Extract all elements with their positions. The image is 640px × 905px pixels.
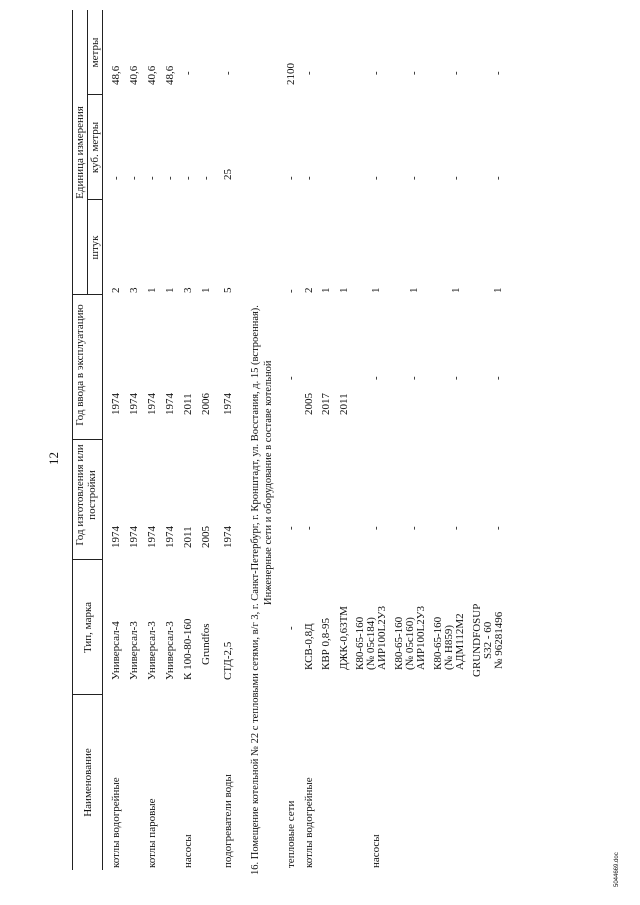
header-meters: метры <box>89 37 101 68</box>
table-cell: 1974 <box>146 526 158 548</box>
table-cell: 1 <box>200 287 212 293</box>
table-cell: 2017 <box>320 393 332 415</box>
table-cell: - <box>408 176 420 180</box>
table-cell: 2005 <box>303 393 315 415</box>
table-cell: 1 <box>338 287 350 293</box>
table-cell: 1974 <box>164 526 176 548</box>
table-cell: котлы паровые <box>146 798 158 868</box>
table-cell: - <box>303 71 315 75</box>
table-cell: - <box>303 526 315 530</box>
table-cell: - <box>285 526 297 530</box>
section-title: 16. Помещение котельной № 22 с тепловыми сетями, в/г 3, г. Санкт-Петербург, г. Кронштадт, ул. Восстания, д. 15 (встроенная). <box>250 305 261 875</box>
table-cell: 1 <box>164 287 176 293</box>
table-cell: Универсал-4 <box>110 621 122 680</box>
table-cell: 2011 <box>182 393 194 415</box>
table-cell: - <box>370 376 382 380</box>
table-cell: 1974 <box>128 526 140 548</box>
table-cell: - <box>408 71 420 75</box>
table-cell: 1974 <box>110 526 122 548</box>
section-subtitle: Инженерные сети и оборудование в составе котельной <box>263 360 274 605</box>
table-cell: 3 <box>182 287 194 293</box>
page-number: 12 <box>46 452 61 465</box>
table-cell: 5 <box>222 287 234 293</box>
table-cell: Grundfos <box>200 623 212 665</box>
table-cell: подогреватели воды <box>222 774 234 868</box>
table-cell: - <box>370 176 382 180</box>
table-cell: 1974 <box>110 393 122 415</box>
table-cell: - <box>222 71 234 75</box>
table-cell: - <box>146 176 158 180</box>
table-cell: 1 <box>492 287 504 293</box>
table-cell: 25 <box>222 169 234 180</box>
table-cell: - <box>450 526 462 530</box>
units-subheader-line <box>87 10 88 295</box>
table-cell: 2 <box>110 287 122 293</box>
table-cell: - <box>164 176 176 180</box>
header-type: Тип, марка <box>82 601 94 654</box>
table-cell: - <box>408 526 420 530</box>
table-cell-multiline: К80-65-160 (№ 05с160) АИР100L2У3 <box>393 605 427 670</box>
table-cell: ДЖК-0,63ТМ <box>338 606 350 670</box>
table-cell-multiline: К80-65-160 (№ Н859) АДМ112М2 <box>432 613 466 670</box>
table-cell: - <box>110 176 122 180</box>
table-cell: 2011 <box>338 393 350 415</box>
table-top-border <box>72 10 73 870</box>
table-cell: - <box>182 71 194 75</box>
table-cell: - <box>370 526 382 530</box>
table-cell: - <box>408 376 420 380</box>
table-cell: Универсал-3 <box>146 621 158 680</box>
table-cell: - <box>128 176 140 180</box>
table-cell: К 100-80-160 <box>182 618 194 680</box>
header-name: Наименование <box>82 748 94 817</box>
table-cell: - <box>492 71 504 75</box>
footer-doc-code: 5044669.doc <box>614 852 620 887</box>
table-cell: 1 <box>450 287 462 293</box>
table-cell-multiline: GRUNDFOSUP S32 - 60 № 96281496 <box>471 603 505 677</box>
table-cell: - <box>370 71 382 75</box>
table-cell: 1 <box>320 287 332 293</box>
table-cell: 40,6 <box>146 65 158 85</box>
table-cell: - <box>285 376 297 380</box>
table-cell: СТД-2,5 <box>222 641 234 680</box>
table-cell: 1 <box>408 287 420 293</box>
table-cell: 48,6 <box>110 65 122 85</box>
table-cell: тепловые сети <box>285 800 297 868</box>
table-cell: - <box>450 376 462 380</box>
table-cell: 1974 <box>222 526 234 548</box>
table-cell-multiline: К80-65-160 (№ 05с184) АИР100L2У3 <box>354 605 388 670</box>
table-cell: 2006 <box>200 393 212 415</box>
table-cell: котлы водогрейные <box>303 777 315 868</box>
header-pieces: штук <box>89 235 101 260</box>
table-cell: насосы <box>182 834 194 868</box>
table-cell: 1974 <box>164 393 176 415</box>
header-bottom-border <box>102 10 103 870</box>
table-cell: 2011 <box>182 526 194 548</box>
table-cell: - <box>200 176 212 180</box>
table-cell: - <box>285 289 297 293</box>
table-cell: 1 <box>370 287 382 293</box>
table-cell: 2 <box>303 287 315 293</box>
table-cell: - <box>450 176 462 180</box>
table-cell: - <box>492 176 504 180</box>
table-cell: Универсал-3 <box>128 621 140 680</box>
table-cell: - <box>285 626 297 630</box>
table-cell: 1974 <box>146 393 158 415</box>
table-cell: 2005 <box>200 526 212 548</box>
header-units: Единица измерения <box>74 106 86 199</box>
table-cell: 1974 <box>222 393 234 415</box>
table-cell: 1974 <box>128 393 140 415</box>
table-cell: 2100 <box>285 63 297 85</box>
table-cell: 3 <box>128 287 140 293</box>
table-cell: - <box>303 176 315 180</box>
table-cell: 40,6 <box>128 65 140 85</box>
header-year-commissioned: Год ввода в эксплуатацию <box>74 304 86 426</box>
table-cell: - <box>450 71 462 75</box>
table-cell: 48,6 <box>164 65 176 85</box>
table-cell: - <box>182 176 194 180</box>
table-cell: 1 <box>146 287 158 293</box>
table-cell: КВР 0,8-95 <box>320 618 332 670</box>
table-cell: - <box>492 526 504 530</box>
table-cell: котлы водогрейные <box>110 777 122 868</box>
header-year-made: Год изготовления или постройки <box>74 444 98 546</box>
header-cubic: куб. метры <box>89 121 101 174</box>
table-cell: - <box>492 376 504 380</box>
table-cell: КСВ-0,8Д <box>303 623 315 670</box>
table-cell: - <box>285 176 297 180</box>
table-cell: Универсал-3 <box>164 621 176 680</box>
table-cell: насосы <box>370 834 382 868</box>
